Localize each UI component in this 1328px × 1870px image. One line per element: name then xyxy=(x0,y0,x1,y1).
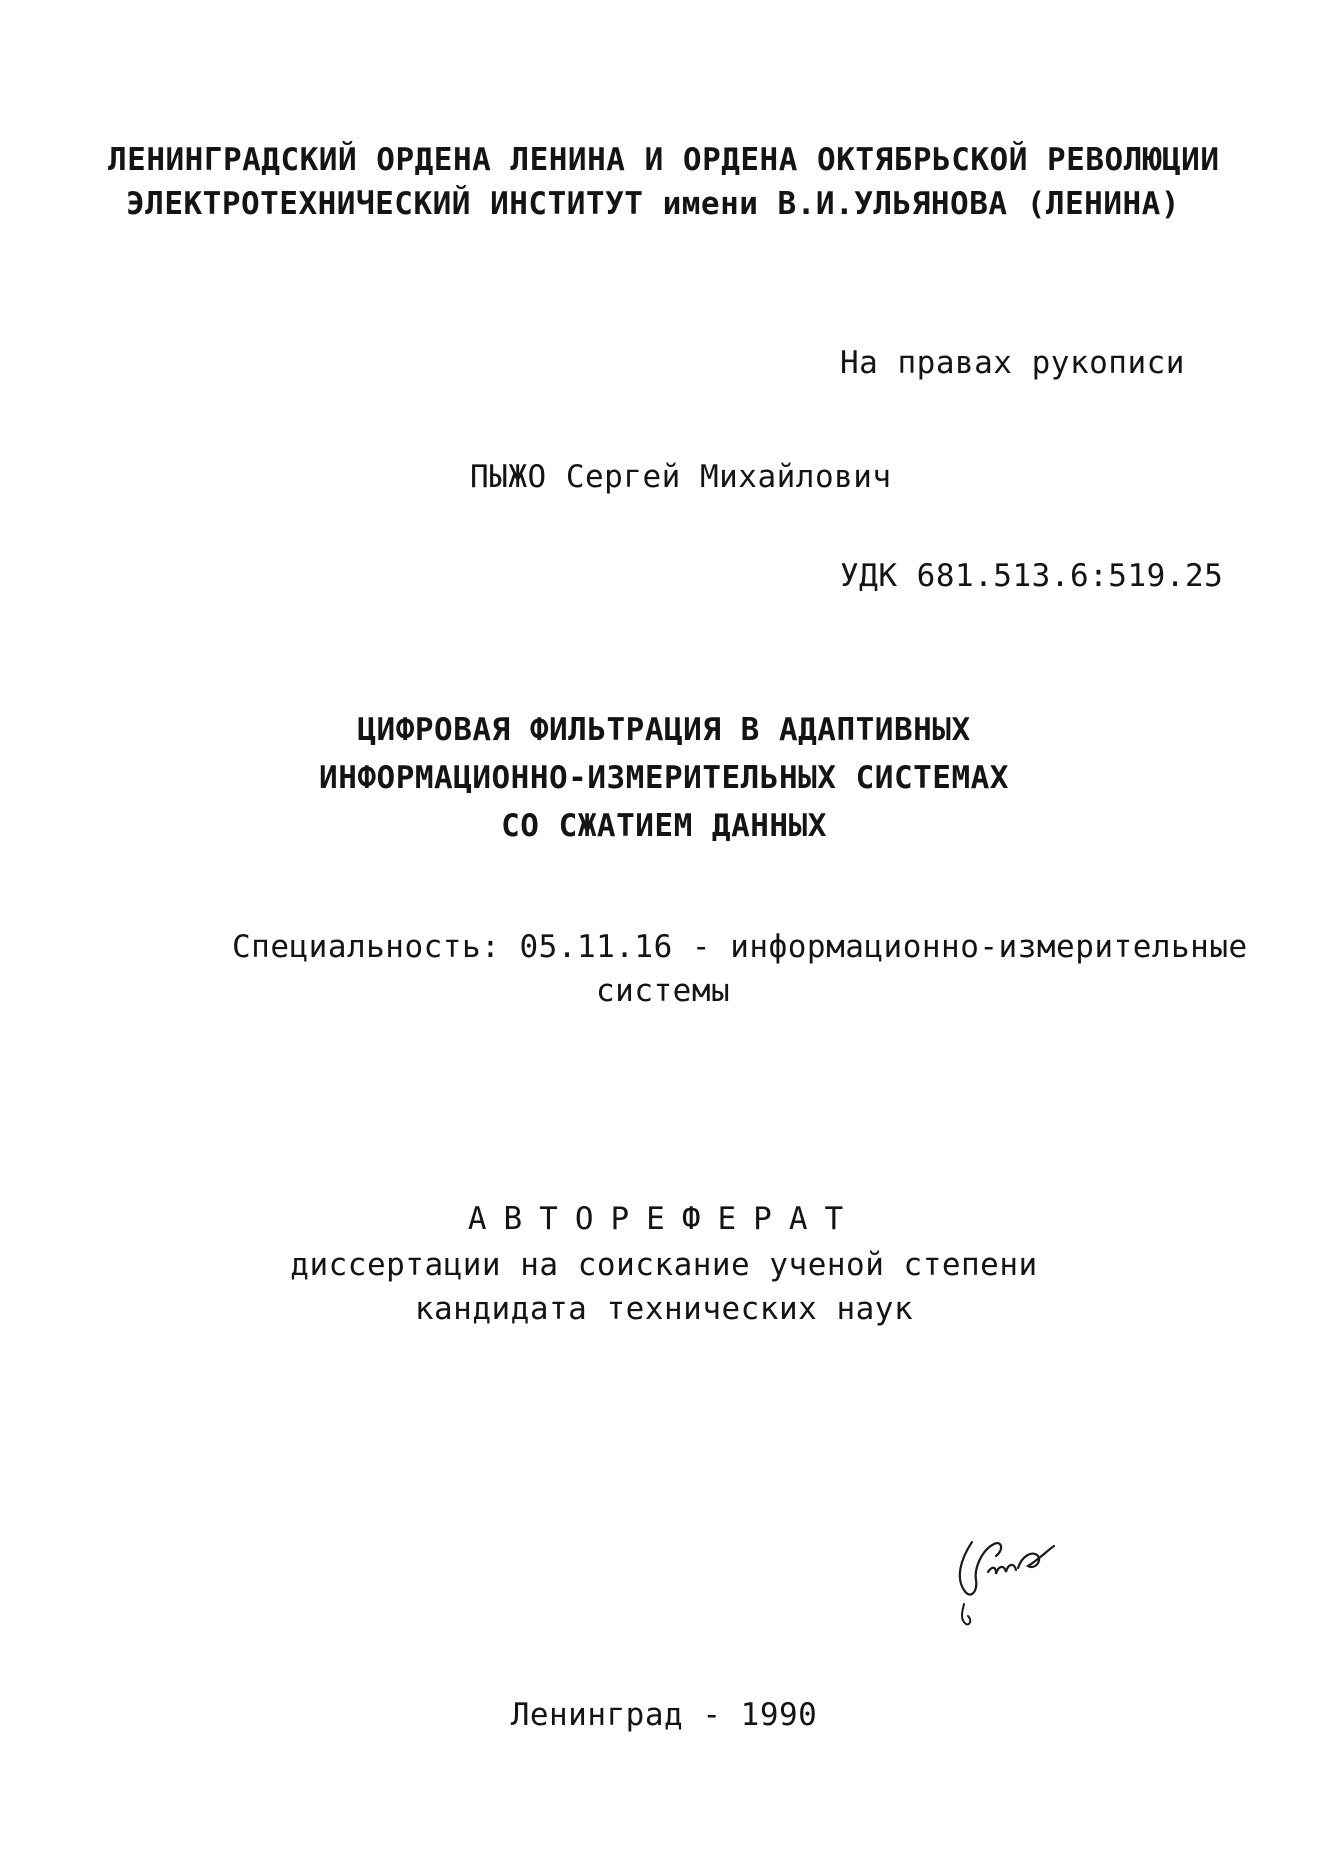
specialty-line-2: системы xyxy=(596,973,731,1009)
institute-name-line-2: ЭЛЕКТРОТЕХНИЧЕСКИЙ ИНСТИТУТ имени В.И.УЛЬЯНОВА (ЛЕНИНА) xyxy=(126,186,1180,222)
title-line-1: ЦИФРОВАЯ ФИЛЬТРАЦИЯ В АДАПТИВНЫХ xyxy=(357,712,971,748)
author-name: ПЫЖО Сергей Михайлович xyxy=(470,459,892,495)
title-line-3: СО СЖАТИЕМ ДАННЫХ xyxy=(501,808,827,844)
title-line-2: ИНФОРМАЦИОННО-ИЗМЕРИТЕЛЬНЫХ СИСТЕМАХ xyxy=(319,760,1009,796)
city-year: Ленинград - 1990 xyxy=(510,1697,818,1733)
document-type-heading: АВТОРЕФЕРАТ xyxy=(467,1201,861,1237)
institute-name-line-1: ЛЕНИНГРАДСКИЙ ОРДЕНА ЛЕНИНА И ОРДЕНА ОКТЯБРЬСКОЙ РЕВОЛЮЦИИ xyxy=(108,142,1220,178)
degree-line-2: кандидата технических наук xyxy=(414,1291,914,1327)
udc-code: УДК 681.513.6:519.25 xyxy=(840,558,1224,594)
specialty-line-1: Специальность: 05.11.16 - информационно-измерительные xyxy=(232,929,1248,965)
rights-note: На правах рукописи xyxy=(840,345,1185,381)
degree-line-1: диссертации на соискание ученой степени xyxy=(290,1247,1038,1283)
handwritten-signature xyxy=(942,1520,1062,1630)
